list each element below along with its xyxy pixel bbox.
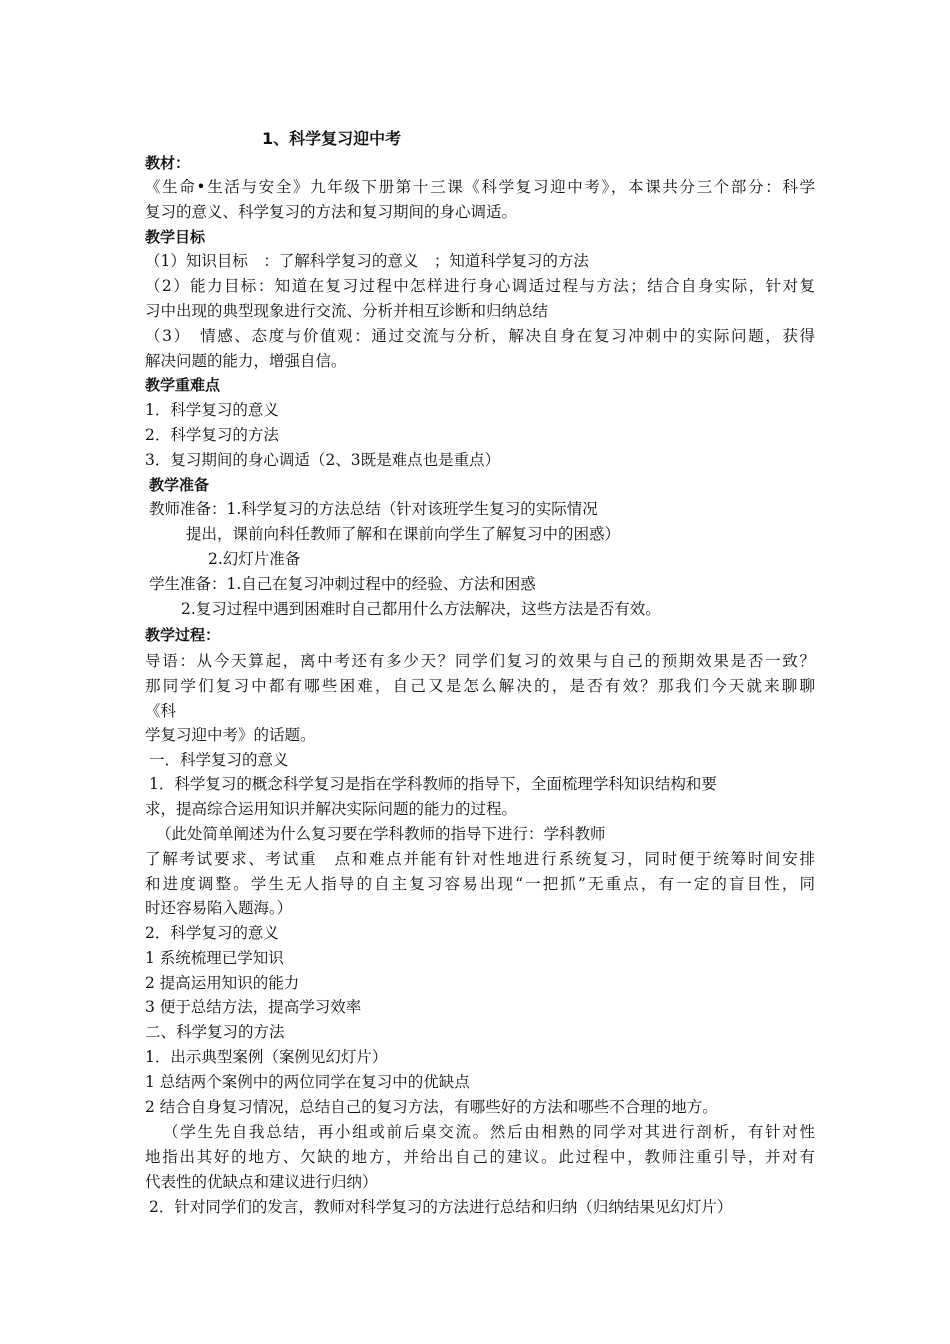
text-line: 2 结合自身复习情况，总结自己的复习方法，有哪些好的方法和哪些不合理的地方。 — [145, 1098, 718, 1116]
text-line: 1．出示典型案例（案例见幻灯片） — [145, 1048, 388, 1066]
text-line: （此处简单阐述为什么复习要在学科教师的指导下进行：学科教师 — [156, 825, 606, 843]
text-line: 3 便于总结方法，提高学习效率 — [145, 998, 362, 1016]
heading-goals: 教学目标 — [145, 228, 206, 246]
text-line: 代表性的优缺点和建议进行归纳） — [145, 1173, 378, 1191]
text-line: 和进度调整。学生无人指导的自主复习容易出现“一把抓”无重点，有一定的盲目性，同 — [145, 875, 815, 893]
text-line: 学生准备：1.自己在复习冲刺过程中的经验、方法和困惑 — [149, 575, 536, 593]
text-line: 1 系统梳理已学知识 — [145, 949, 284, 967]
text-line: 提出，课前向科任教师了解和在课前向学生了解复习中的困惑） — [186, 525, 621, 543]
text-line: （3） 情感、态度与价值观：通过交流与分析，解决自身在复习冲刺中的实际问题，获得 — [145, 327, 815, 345]
text-line: 导语：从今天算起，离中考还有多少天？同学们复习的效果与自己的预期效果是否一致？ — [145, 652, 815, 670]
text-line: 学复习迎中考》的话题。 — [145, 726, 316, 744]
heading-process: 教学过程： — [145, 626, 221, 644]
text-line: 《生命•生活与安全》九年级下册第十三课《科学复习迎中考》，本课共分三个部分：科学 — [145, 178, 815, 196]
text-line: 那同学们复习中都有哪些困难，自己又是怎么解决的，是否有效？那我们今天就来聊聊 — [145, 677, 815, 695]
text-line: 2．科学复习的方法 — [145, 426, 279, 444]
text-line: 习中出现的典型现象进行交流、分析并相互诊断和归纳总结 — [145, 302, 549, 320]
section-heading: 一．科学复习的意义 — [149, 751, 289, 769]
text-line: 《科 — [145, 702, 177, 720]
text-line: 教师准备：1.科学复习的方法总结（针对该班学生复习的实际情况 — [149, 500, 598, 518]
text-line: （2）能力目标：知道在复习过程中怎样进行身心调适过程与方法；结合自身实际，针对复 — [145, 277, 815, 295]
heading-material: 教材： — [145, 154, 191, 172]
text-line: （学生先自我总结，再小组或前后桌交流。然后由相熟的同学对其进行剖析，有针对性 — [163, 1123, 815, 1141]
text-line: 复习的意义、科学复习的方法和复习期间的身心调适。 — [145, 203, 518, 221]
text-line: 2．针对同学们的发言，教师对科学复习的方法进行总结和归纳（归纳结果见幻灯片） — [149, 1198, 733, 1216]
heading-key-points: 教学重难点 — [145, 376, 221, 394]
text-line: （1）知识目标 ：了解科学复习的意义 ；知道科学复习的方法 — [145, 252, 589, 270]
section-heading: 二、科学复习的方法 — [145, 1023, 285, 1041]
text-line: 时还容易陷入题海。） — [145, 899, 293, 917]
text-line: 解决问题的能力，增强自信。 — [145, 352, 347, 370]
text-line: 2 提高运用知识的能力 — [145, 974, 300, 992]
text-line: 1．科学复习的意义 — [145, 401, 279, 419]
text-line: 地指出其好的地方、欠缺的地方，并给出自己的建议。此过程中，教师注重引导，并对有 — [145, 1148, 815, 1166]
text-line: 1 总结两个案例中的两位同学在复习中的优缺点 — [145, 1073, 470, 1091]
text-line: 求，提高综合运用知识并解决实际问题的能力的过程。 — [145, 800, 518, 818]
text-line: 了解考试要求、考试重 点和难点并能有针对性地进行系统复习，同时便于统筹时间安排 — [145, 850, 815, 868]
text-line: 2．科学复习的意义 — [145, 924, 279, 942]
text-line: 1．科学复习的概念科学复习是指在学科教师的指导下，全面梳理学科知识结构和要 — [149, 775, 717, 793]
text-line: 2.复习过程中遇到困难时自己都用什么方法解决，这些方法是否有效。 — [181, 600, 661, 618]
document-title: 1、科学复习迎中考 — [262, 129, 402, 148]
text-line: 2.幻灯片准备 — [208, 550, 301, 568]
text-line: 3．复习期间的身心调适（2、3既是难点也是重点） — [145, 451, 501, 469]
heading-preparation: 教学准备 — [149, 476, 210, 494]
